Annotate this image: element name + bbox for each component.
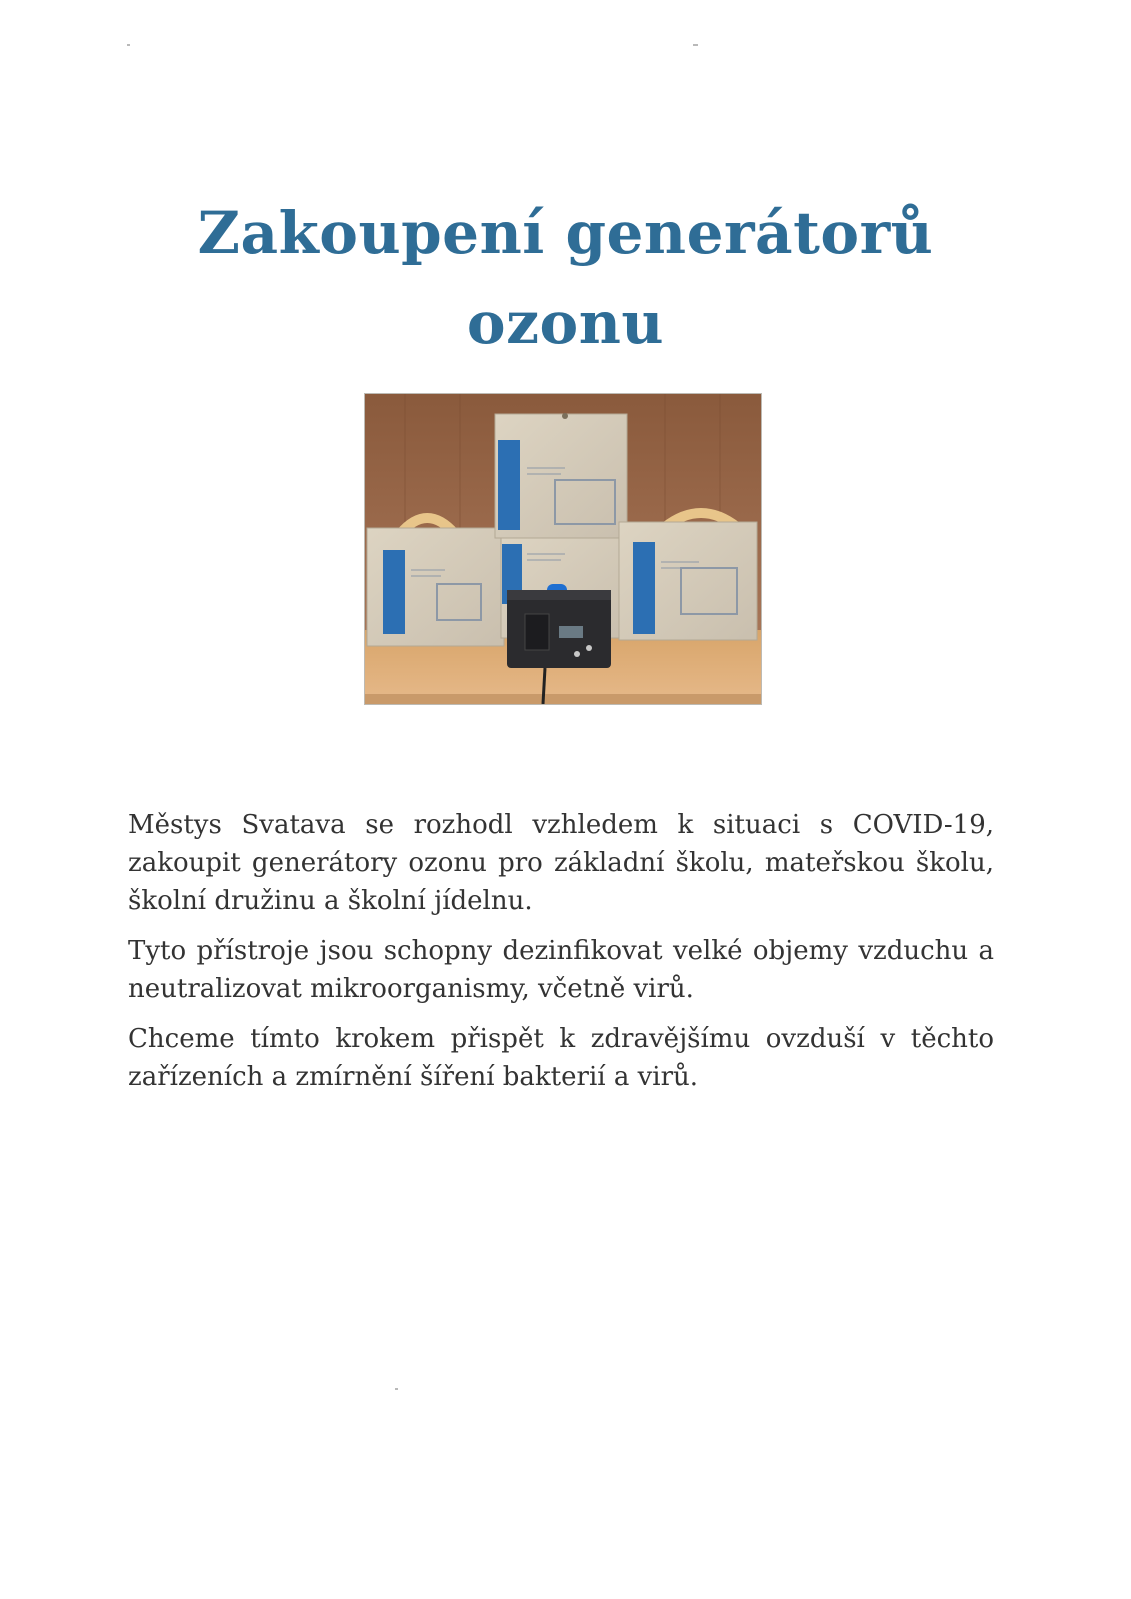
scan-speck <box>395 1388 398 1390</box>
scan-speck <box>693 44 698 46</box>
box-top <box>495 413 627 538</box>
box-left <box>367 528 504 646</box>
product-photo <box>364 393 762 705</box>
page-title <box>0 188 1131 368</box>
paragraph-3: Chceme tímto krokem přispět k zdravějšímu ovzduší v těchto zařízeních a zmírnění šíření bakterií a virů. <box>128 1024 994 1092</box>
scan-speck <box>127 44 130 46</box>
article-body <box>128 806 994 1108</box>
ozone-generator-photo <box>365 394 761 704</box>
paragraph-1: Městys Svatava se rozhodl vzhledem k situaci s COVID-19, zakoupit generátory ozonu pro základní školu, mateřskou školu, školní družinu a školní jídelnu. <box>128 810 994 916</box>
page-title-line-1: Zakoupení generátorů <box>197 199 934 267</box>
page-title-line-2: ozonu <box>466 289 665 357</box>
box-right <box>619 522 757 640</box>
paragraph-2: Tyto přístroje jsou schopny dezinfikovat velké objemy vzduchu a neutralizovat mikroorganismy, včetně virů. <box>128 936 994 1004</box>
